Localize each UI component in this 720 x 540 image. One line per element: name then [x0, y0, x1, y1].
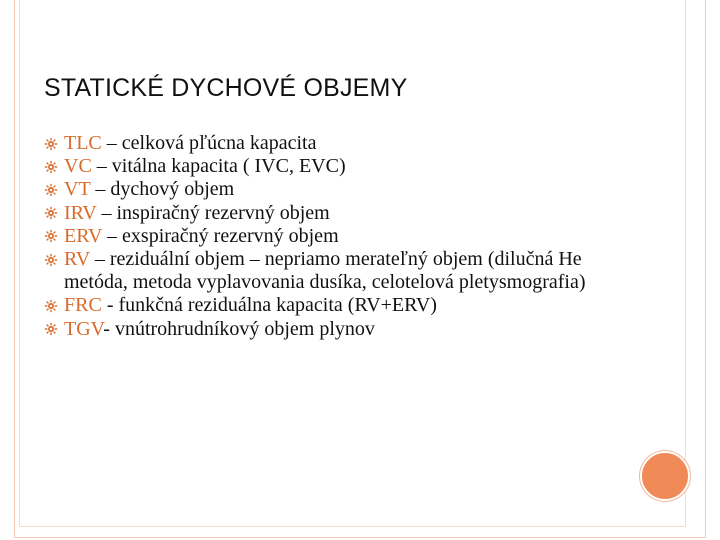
sun-gear-icon — [44, 225, 64, 248]
list-item — [44, 225, 604, 248]
sun-gear-icon — [44, 248, 64, 271]
item-code: IRV — [64, 201, 97, 224]
list-item-text — [64, 155, 604, 178]
list-item — [44, 155, 604, 178]
list-item-text — [64, 225, 604, 248]
list-item-text — [64, 294, 604, 317]
list-item — [44, 248, 604, 294]
item-code: RV — [64, 248, 90, 271]
list-item-text — [64, 178, 604, 201]
item-code: VC — [64, 155, 92, 178]
list-item-text — [64, 318, 604, 341]
list-item — [44, 294, 604, 317]
bullet-list — [44, 132, 604, 341]
item-code: VT — [64, 178, 91, 201]
list-item-text — [64, 202, 604, 225]
list-item-text — [64, 248, 604, 294]
item-description: - funkčná reziduálna kapacita (RV+ERV) — [101, 294, 437, 317]
item-description: – reziduální objem – nepriamo merateľný objem (dilučná He metóda, metoda vyplavovania dusíka, celotelová pletysmografia) — [64, 248, 586, 294]
item-code: TLC — [64, 132, 102, 154]
item-description: – vitálna kapacita ( IVC, EVC) — [91, 155, 346, 178]
item-code: FRC — [64, 294, 102, 317]
item-code: ERV — [64, 224, 103, 247]
list-item-text — [64, 132, 604, 155]
sun-gear-icon — [44, 318, 64, 341]
list-item — [44, 178, 604, 201]
sun-gear-icon — [44, 202, 64, 225]
item-code: TGV — [64, 317, 104, 340]
item-description: – dychový objem — [90, 178, 235, 201]
sun-gear-icon — [44, 178, 64, 201]
sun-gear-icon — [44, 294, 64, 317]
item-description: – inspiračný rezervný objem — [96, 201, 330, 224]
sun-gear-icon — [44, 155, 64, 178]
list-item — [44, 202, 604, 225]
decorative-circle — [640, 451, 690, 501]
item-description: – celková pľúcna kapacita — [101, 132, 317, 154]
list-item — [44, 132, 604, 155]
sun-gear-icon — [44, 132, 64, 155]
item-description: – exspiračný rezervný objem — [102, 224, 339, 247]
slide-title: STATICKÉ DYCHOVÉ OBJEMY — [44, 74, 408, 102]
item-description: - vnútrohrudníkový objem plynov — [103, 317, 375, 340]
list-item — [44, 318, 604, 341]
